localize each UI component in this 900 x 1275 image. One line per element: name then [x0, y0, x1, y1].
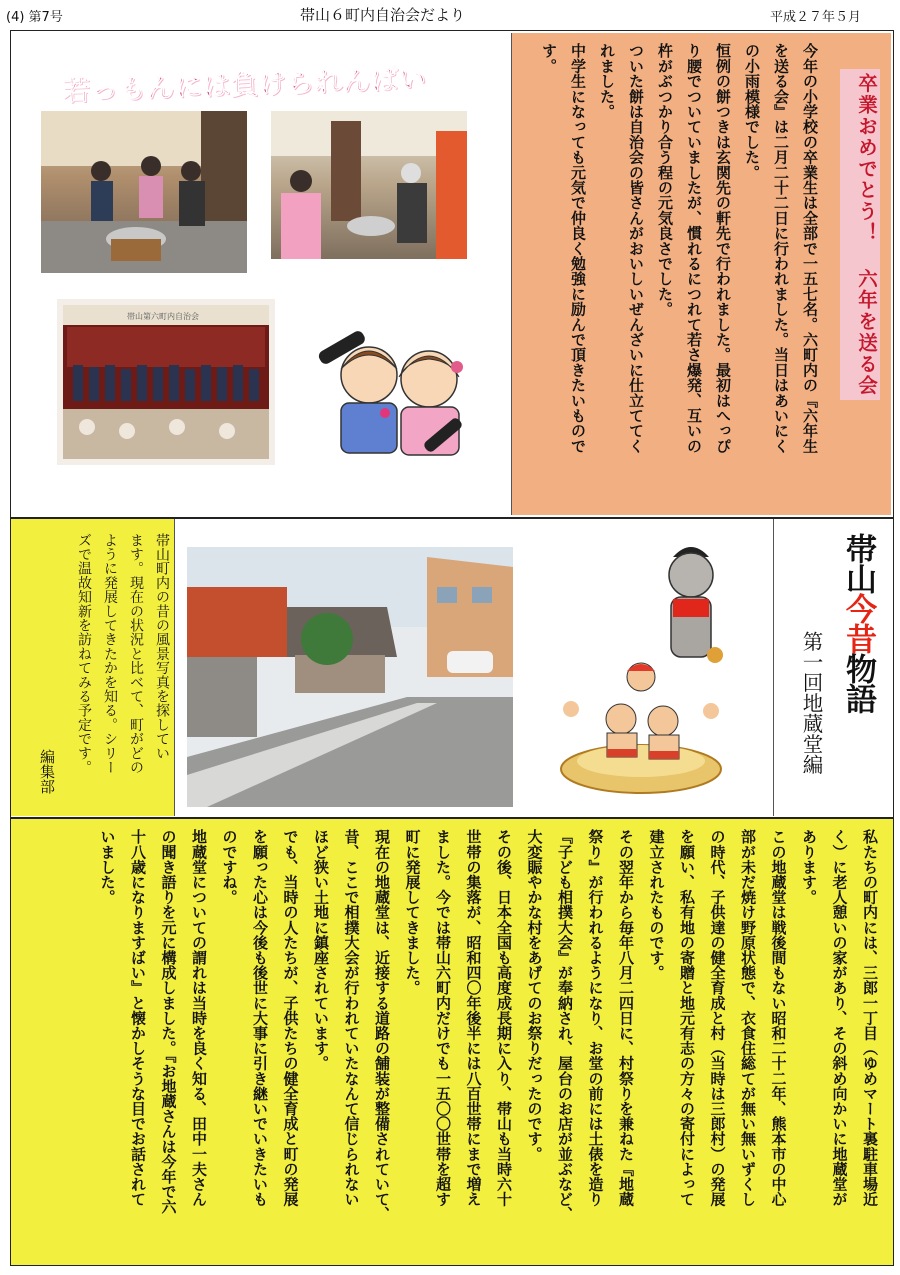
story-text-column: 建立されたものです。 [647, 829, 666, 980]
story-title-part2: 今昔 [840, 593, 876, 653]
story-text-column: その翌年から毎年八月二四日に、村祭りを兼ねた『地蔵 [617, 829, 635, 1207]
story-title-part1: 帯山 [840, 533, 876, 593]
story-intro-column: ように発展してきたかを知る。シリー [102, 533, 118, 775]
story-text-column: 部が未だ焼け野原状態で、衣食住総てが無い無いずくし [739, 829, 757, 1207]
graduation-title: 卒業おめでとう！ 六年を送る会 [840, 69, 880, 400]
story-title-panel [773, 519, 893, 816]
story-text-column: ました。今では帯山六町内だけでも一五〇〇世帯を超す [434, 829, 452, 1207]
issue-date: 平成２７年５月 [770, 10, 862, 25]
graduation-text-panel [511, 33, 891, 515]
newsletter-title: 帯山６町内自治会だより [300, 6, 466, 24]
story-text-column: 地蔵堂についての謂れは当時を良く知る、田中一夫さん [190, 829, 208, 1207]
story-text-column: のですね。 [220, 829, 239, 905]
mochi-photo-right [271, 111, 467, 259]
graduation-text-column: れました。 [598, 43, 616, 119]
graduation-headline: 若っもんには負けられんばい [62, 63, 428, 108]
story-text-column: を願い、私有地の寄贈と地元有志の方々の寄付によって [678, 829, 696, 1207]
graduation-text-column: す。 [540, 43, 558, 74]
graduation-text-column: 中学生になっても元気で仲良く勉強に励んで頂きたいもので [569, 43, 587, 454]
story-intro-column: 帯山町内の昔の風景写真を探してい [154, 533, 170, 761]
story-text-column: あります。 [800, 829, 818, 905]
graduation-text-column: を送る会』は二月二十二日に行われました。当日はあいにく [772, 43, 790, 454]
story-text-column: 『子ども相撲大会』が奉納され、屋台のお店が並ぶなど、 [556, 829, 574, 1222]
story-intro-body [45, 533, 175, 803]
graduation-text-column: り腰でついていましたが、慣れるにつれて若さ爆発、互いの [685, 43, 703, 454]
story-text-column: でも、当時の人たちが、子供たちの健全育成と町の発展 [281, 829, 300, 1207]
story-text-column: 祭り』が行われるようになり、お堂の前には土俵を造り [586, 829, 605, 1207]
graduation-section [10, 30, 894, 518]
story-text-column: 現在の地蔵堂は、近接する道路の舗装が整備されていて、 [373, 829, 391, 1222]
story-text-column: いました。 [98, 829, 117, 905]
story-intro-column: ズで温故知新を訪ねてみる予定です。 [76, 533, 92, 775]
story-intro-column: ます。現在の状況と比べて、町がどの [128, 533, 144, 775]
story-text-column: ほど狭い土地に鎮座されています。 [312, 829, 330, 1071]
story-text-column: を願った心は今後も後世に大事に引き継いでいきたいも [251, 829, 269, 1207]
page-number: (4) 第7号 [6, 10, 63, 25]
story-title-part3: 物語 [840, 653, 876, 713]
story-text-column: 昔、ここで相撲大会が行われていたなんて信じられない [342, 829, 361, 1207]
story-section [10, 518, 894, 818]
story-title [840, 533, 876, 713]
story-text-column: の時代、子供達の健全育成と村（当時は三郎村）の発展 [708, 829, 727, 1207]
story-text-column: 私たちの町内には、三郎一丁目（ゆめマート裏駐車場近 [861, 829, 879, 1207]
story-text-column: く）に老人憩いの家があり、その斜め向かいに地蔵堂が [830, 829, 849, 1207]
graduation-text-column: 恒例の餅つきは玄関先の軒先で行われました。最初はへっぴ [714, 43, 732, 454]
story-text-column: この地蔵堂は戦後間もない昭和二十二年、熊本市の中心 [769, 829, 788, 1207]
graduation-body [534, 43, 824, 483]
jizo-street-photo [187, 547, 513, 807]
sumo-kids-illustration [541, 649, 741, 799]
story-subtitle: 第一回地蔵堂編 [799, 631, 823, 775]
graduation-text-column: 杵がぶつかり合う程の元気良さでした。 [656, 43, 674, 317]
story-text-column: 十八歳になりますばい』と懐かしそうな目でお話されて [129, 829, 147, 1207]
story-body [63, 829, 885, 1259]
page-header [0, 0, 900, 30]
story-text-column: 町に発展してきました。 [403, 829, 422, 996]
graduation-text-column: ついた餅は自治会の皆さんがおいしいぜんざいに仕立ててく [627, 43, 645, 454]
story-intro-signature: 編集部 [38, 749, 56, 794]
graduates-illustration [311, 311, 481, 471]
mochi-photo-left [41, 111, 247, 273]
story-text-column: の聞き語りを元に構成しました。『お地蔵さんは今年で六 [159, 829, 178, 1215]
story-intro-panel [11, 519, 175, 816]
stage-photo [57, 299, 275, 465]
story-text-column: 世帯の集落が、昭和四〇年後半には八百世帯にまで増え [464, 829, 483, 1207]
graduation-text-column: 今年の小学校の卒業生は全部で一五七名。六町内の『六年生 [801, 43, 819, 454]
story-text-column: その後、日本全国も高度成長期に入り、帯山も当時六十 [495, 829, 513, 1207]
story-body-section [10, 818, 894, 1266]
story-text-column: 大変賑やかな村をあげてのお祭りだったのです。 [525, 829, 544, 1162]
graduation-text-column: の小雨模様でした。 [743, 43, 761, 180]
stage-banner: 帯山第六町内自治会 [127, 312, 199, 321]
